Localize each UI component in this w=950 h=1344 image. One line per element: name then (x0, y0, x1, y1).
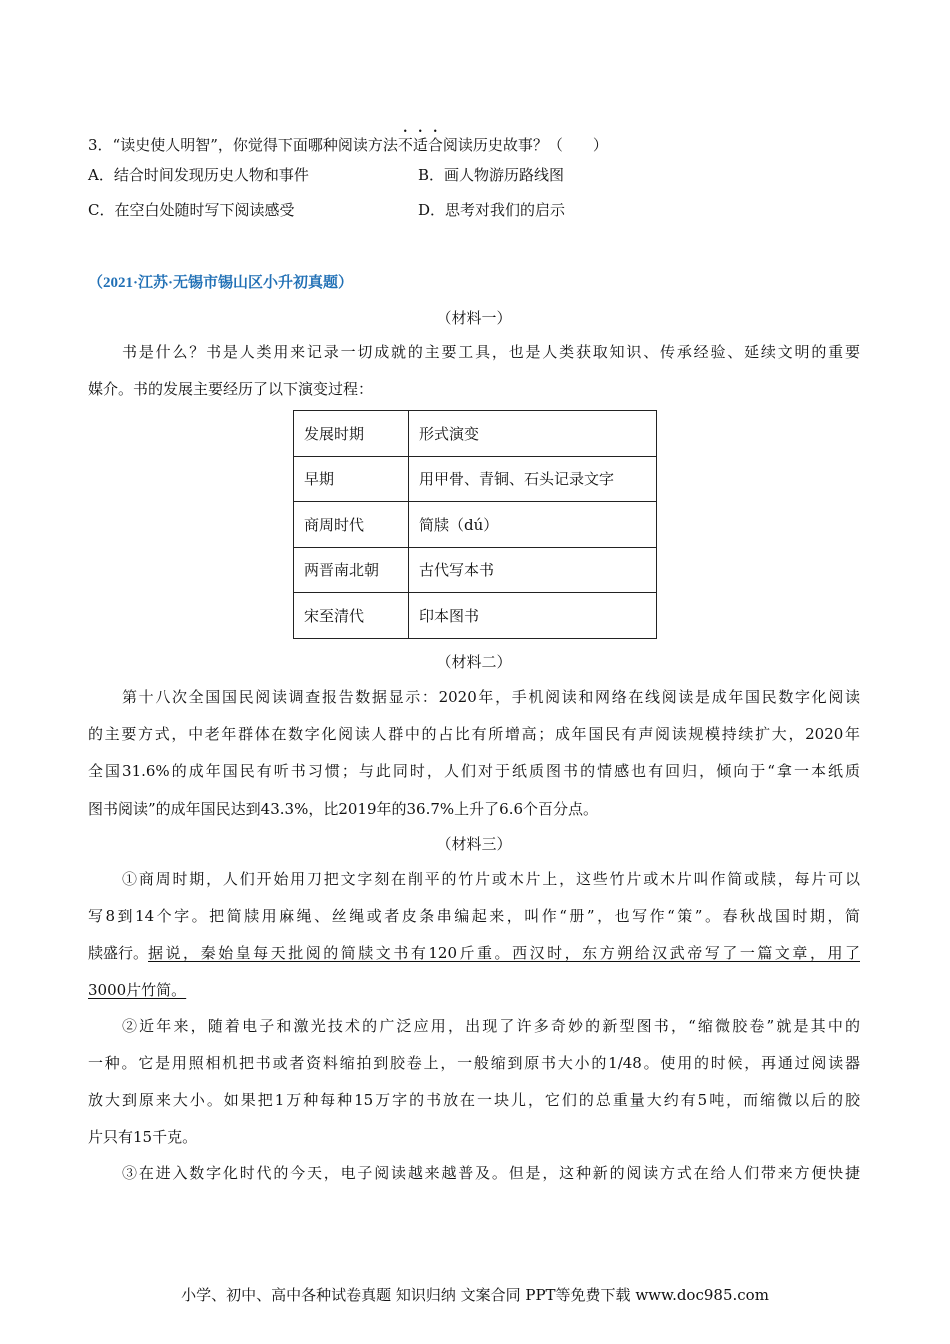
material2-title: （材料二） (436, 653, 512, 671)
underlined-text: 据说，秦始皇每天批阅的简牍文书有120斤重。西汉时，东方朔给汉武帝写了一篇文章，用了 (148, 944, 860, 962)
table-row (294, 547, 657, 593)
table-cell: 用甲骨、青铜、石头记录文字 (409, 456, 657, 502)
table-cell: 早期 (294, 456, 409, 502)
table-row (294, 456, 657, 502)
source-label: （2021·江苏·无锡市锡山区小升初真题） (88, 275, 354, 291)
table-header-row (294, 411, 657, 457)
material3-title: （材料三） (436, 835, 512, 853)
option-a: A．结合时间发现历史人物和事件 (88, 166, 309, 184)
material1-title: （材料一） (436, 309, 512, 327)
paragraph-line (88, 942, 860, 964)
footer-text: 小学、初中、高中各种试卷真题 知识归纳 文案合同 PPT等免费下载 www.doc985.com (181, 1286, 769, 1304)
book-evolution-table (293, 410, 657, 639)
question-3 (88, 127, 860, 154)
paragraph-line: 媒介。书的发展主要经历了以下演变过程： (88, 380, 374, 398)
table-cell: 两晋南北朝 (294, 547, 409, 593)
paragraph-line: 写8到14个字。把简牍用麻绳、丝绳或者皮条串编起来，叫作“册”，也写作“策”。春秋战国时期，简 (88, 907, 860, 925)
paragraph-line: 片只有15千克。 (88, 1128, 198, 1146)
table-cell: 古代写本书 (409, 547, 657, 593)
paragraph-line: ①商周时期，人们开始用刀把文字刻在削平的竹片或木片上，这些竹片或木片叫作简或牍，每片可以 (122, 870, 860, 888)
table-cell: 印本图书 (409, 593, 657, 639)
question-text-end: 阅读历史故事？（ ） (442, 136, 608, 154)
table-cell: 商周时代 (294, 502, 409, 548)
table-cell: 形式演变 (409, 411, 657, 457)
table-row (294, 502, 657, 548)
paragraph-line: 图书阅读”的成年国民达到43.3%，比2019年的36.7%上升了6.6个百分点。 (88, 800, 599, 818)
paragraph-line: 书是什么？书是人类用来记录一切成就的主要工具，也是人类获取知识、传承经验、延续文明的重要 (122, 343, 860, 361)
table-cell: 简牍（dú） (409, 502, 657, 548)
table-cell: 发展时期 (294, 411, 409, 457)
paragraph-line: 全国31.6%的成年国民有听书习惯；与此同时，人们对于纸质图书的情感也有回归，倾向于“拿一本纸质 (88, 762, 860, 780)
table-cell: 宋至清代 (294, 593, 409, 639)
emphasis-text: 不适合 (397, 136, 443, 154)
paragraph-line: ②近年来，随着电子和激光技术的广泛应用，出现了许多奇妙的新型图书，“缩微胶卷”就是其中的 (122, 1017, 860, 1035)
paragraph-line (88, 979, 860, 1001)
underlined-text: 3000片竹简。 (88, 981, 187, 999)
paragraph-line: 第十八次全国国民阅读调查报告数据显示：2020年，手机阅读和网络在线阅读是成年国民数字化阅读 (122, 688, 860, 706)
paragraph-line: 的主要方式，中老年群体在数字化阅读人群中的占比有所增高；成年国民有声阅读规模持续扩大，2020年 (88, 725, 860, 743)
option-c: C．在空白处随时写下阅读感受 (88, 201, 295, 219)
table-row (294, 593, 657, 639)
option-b: B．画人物游历路线图 (418, 166, 565, 184)
question-text: 3．“读史使人明智”，你觉得下面哪种阅读方法 (88, 136, 398, 154)
option-d: D．思考对我们的启示 (418, 201, 566, 219)
paragraph-line: 一种。它是用照相机把书或者资料缩拍到胶卷上，一般缩到原书大小的1/48。使用的时候，再通过阅读器 (88, 1054, 860, 1072)
paragraph-line: ③在进入数字化时代的今天，电子阅读越来越普及。但是，这种新的阅读方式在给人们带来方便快捷 (122, 1164, 860, 1182)
text-segment: 牍盛行。 (88, 944, 149, 962)
paragraph-line: 放大到原来大小。如果把1万种每种15万字的书放在一块儿，它们的总重量大约有5吨，而缩微以后的胶 (88, 1091, 860, 1109)
